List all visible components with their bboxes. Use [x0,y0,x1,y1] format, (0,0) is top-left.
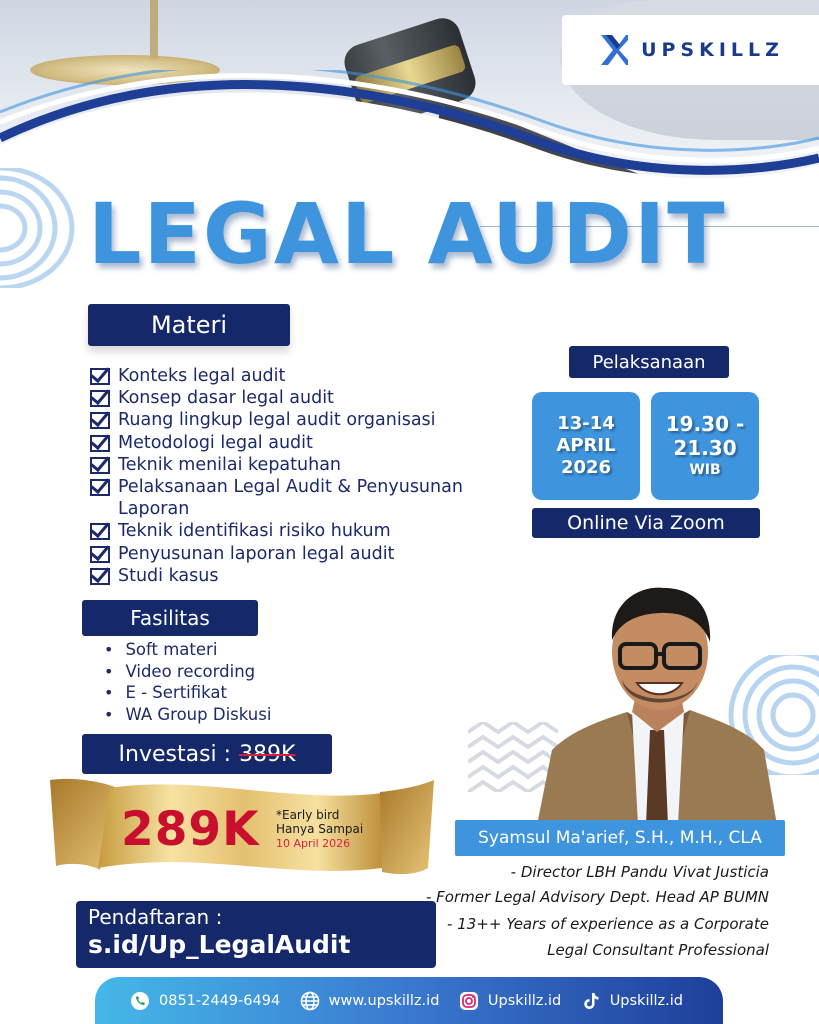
list-item: Ruang lingkup legal audit organisasi [88,409,498,431]
logo-mark-icon [597,32,631,68]
checkbox-icon [90,457,110,474]
footer-website[interactable]: www.upskillz.id [299,990,440,1012]
date-box [532,392,640,500]
list-item: Studi kasus [88,565,498,587]
whatsapp-icon [129,990,151,1012]
footer-contact-bar [95,977,723,1024]
brand-logo[interactable] [562,15,819,85]
globe-icon [299,990,321,1012]
time-start: 19.30 - [665,412,745,436]
speaker-bio-line: - Former Legal Advisory Dept. Head AP BUMN [425,888,769,906]
checkbox-icon [90,523,110,540]
tiktok-icon [580,990,602,1012]
list-item: • Soft materi [104,639,271,661]
speaker-bio-line: - Director LBH Pandu Vivat Justicia [510,863,769,881]
time-box [651,392,759,500]
checkbox-icon [90,412,110,429]
checkbox-icon [90,435,110,452]
decorative-arcs-left [0,168,82,288]
speaker-bio-line: - 13++ Years of experience as a Corporate [447,915,769,933]
checkbox-icon [90,546,110,563]
early-bird-note: *Early bird [276,808,340,822]
price-value: 289K [121,802,260,857]
checkbox-icon [90,479,110,496]
materi-list [88,365,498,587]
scale-arm [150,0,158,60]
brand-name: UPSKILLZ [641,39,784,61]
checkbox-icon [90,368,110,385]
fasilitas-list [104,639,271,725]
list-item: Konsep dasar legal audit [88,387,498,409]
list-item: Penyusunan laporan legal audit [88,543,498,565]
page-title: LEGAL AUDIT [88,185,727,283]
registration-box[interactable] [76,901,436,968]
footer-tiktok[interactable]: Upskillz.id [580,990,683,1012]
instagram-icon [458,990,480,1012]
materi-heading: Materi [88,304,290,346]
list-item: • WA Group Diskusi [104,704,271,726]
date-year: 2026 [560,457,612,478]
date-month: APRIL [556,435,616,456]
registration-label: Pendaftaran : [88,905,223,929]
speaker-photo [532,580,782,825]
fasilitas-heading: Fasilitas [82,600,258,636]
time-zone: WIB [689,462,721,478]
list-item: Teknik menilai kepatuhan [88,454,498,476]
pelaksanaan-heading: Pelaksanaan [569,346,729,378]
speaker-bio-line: Legal Consultant Professional [547,941,769,959]
time-end: 21.30 [673,436,737,460]
early-bird-deadline-label: Hanya Sampai [276,822,364,836]
online-mode-badge: Online Via Zoom [532,508,760,538]
early-bird-deadline-date: 10 April 2026 [276,837,351,850]
investasi-label: Investasi : [118,741,232,767]
footer-instagram[interactable]: Upskillz.id [458,990,561,1012]
investasi-pill [82,734,332,774]
list-item: • Video recording [104,661,271,683]
date-days: 13-14 [557,413,615,434]
checkbox-icon [90,390,110,407]
speaker-name: Syamsul Ma'arief, S.H., M.H., CLA [455,820,785,856]
registration-link[interactable]: s.id/Up_LegalAudit [88,930,351,959]
list-item: Teknik identifikasi risiko hukum [88,520,498,542]
checkbox-icon [90,568,110,585]
list-item: • E - Sertifikat [104,682,271,704]
list-item: Konteks legal audit [88,365,498,387]
list-item: Metodologi legal audit [88,432,498,454]
footer-phone[interactable]: 0851-2449-6494 [129,990,280,1012]
old-price: 389K [239,741,296,767]
list-item: Pelaksanaan Legal Audit & Penyusunan Laporan [88,476,498,520]
